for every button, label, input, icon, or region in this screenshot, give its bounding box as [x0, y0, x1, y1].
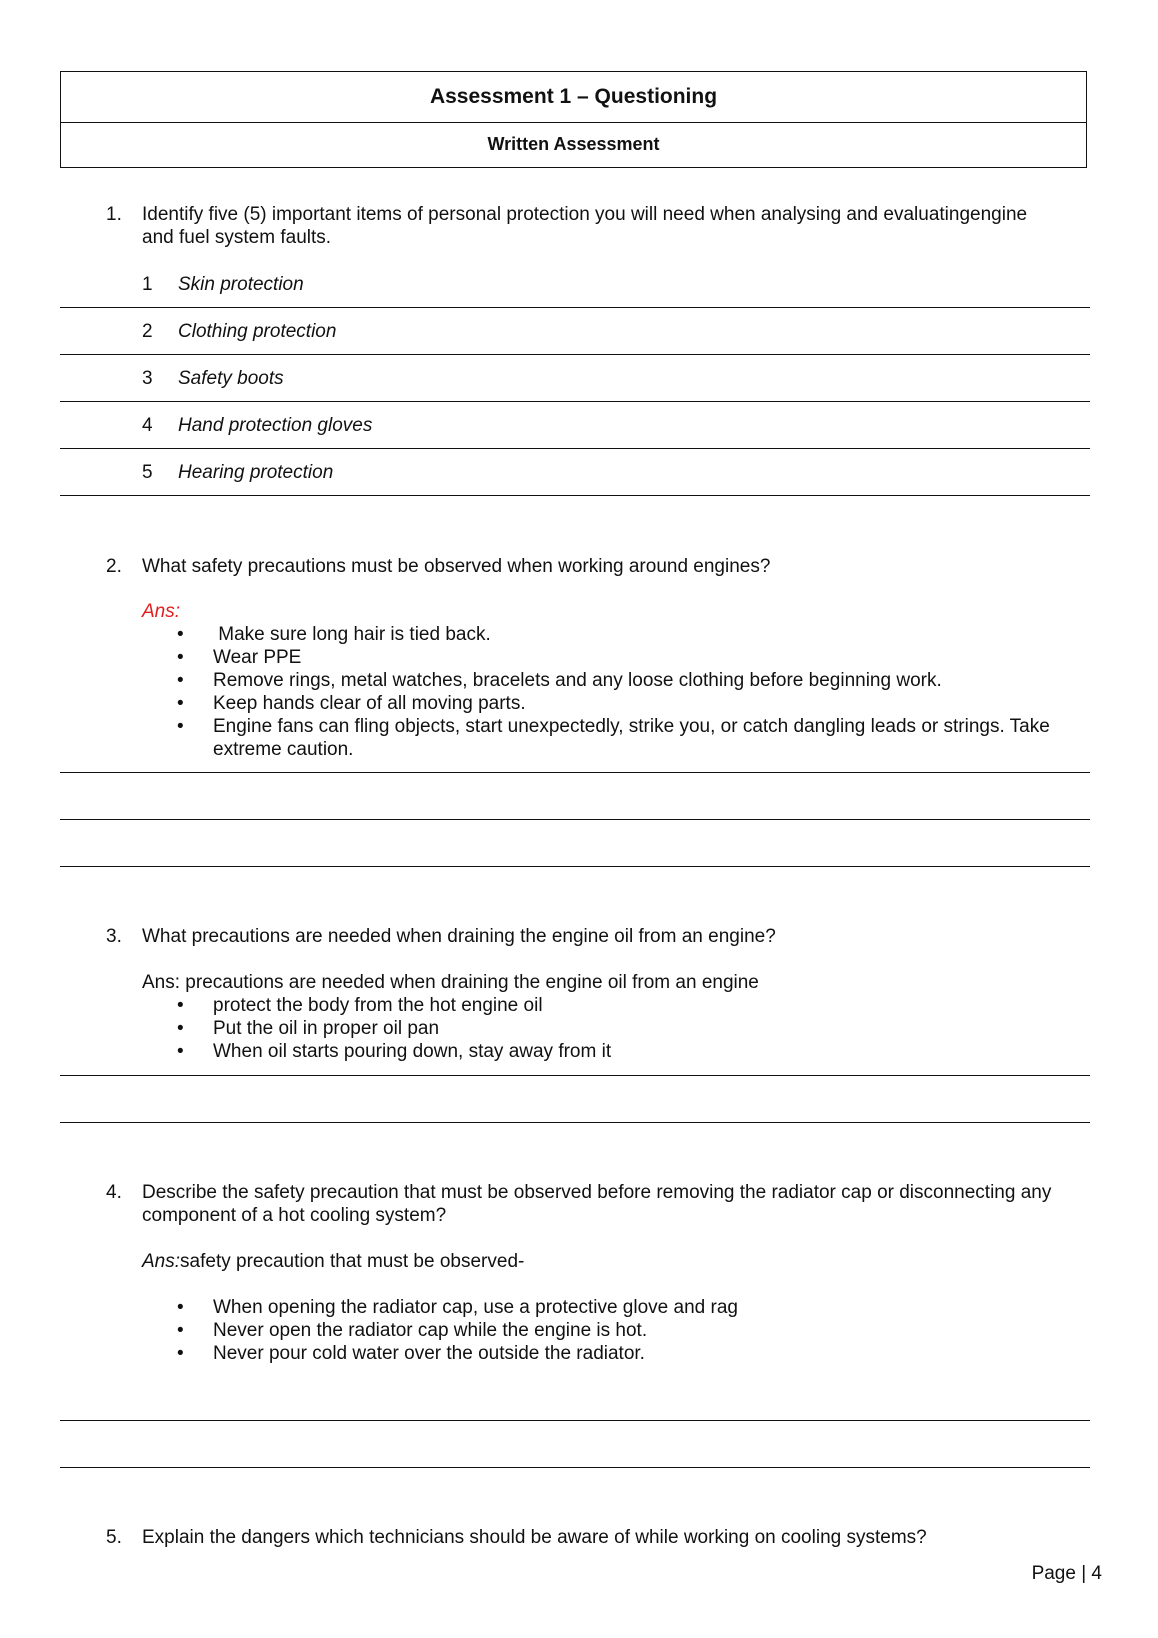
- bullet-item: • Make sure long hair is tied back.: [177, 623, 1093, 646]
- bullet-item: • When opening the radiator cap, use a protective glove and rag: [177, 1296, 1093, 1319]
- answer-text: safety precaution that must be observed-: [180, 1251, 525, 1272]
- bullet-item: • protect the body from the hot engine oil: [177, 994, 1093, 1017]
- bullet-item: • Never open the radiator cap while the engine is hot.: [177, 1319, 1093, 1342]
- bullet-item: • Never pour cold water over the outside the radiator.: [177, 1342, 1093, 1365]
- answer-line: [60, 1420, 1090, 1421]
- question-1-number: 1.: [106, 204, 122, 225]
- bullet-item: • Put the oil in proper oil pan: [177, 1017, 1093, 1040]
- answer-line: [60, 1122, 1090, 1123]
- answer-item-number: 4: [142, 415, 153, 436]
- answer-line: [60, 401, 1090, 402]
- question-3-text: What precautions are needed when draining the engine oil from an engine?: [142, 926, 776, 947]
- question-4-number: 4.: [106, 1182, 122, 1203]
- answer-line: [60, 307, 1090, 308]
- answer-item-text: Hearing protection: [178, 462, 334, 483]
- answer-item-text: Clothing protection: [178, 321, 337, 342]
- answer-line: [60, 819, 1090, 820]
- answer-line: [60, 772, 1090, 773]
- answer-item-number: 2: [142, 321, 153, 342]
- question-2-number: 2.: [106, 556, 122, 577]
- assessment-title: Assessment 1 – Questioning: [61, 72, 1086, 123]
- answer-text-line: [142, 1250, 524, 1273]
- bullet-item: • Remove rings, metal watches, bracelets and any loose clothing before beginning work.: [177, 669, 1093, 692]
- answer-label: Ans:: [142, 1251, 181, 1272]
- answer-bullet-list: [177, 994, 1093, 1063]
- answer-line: [60, 1075, 1090, 1076]
- page-number: Page | 4: [1031, 1563, 1102, 1584]
- question-1-text: Identify five (5) important items of personal protection you will need when analysing and evaluatingengine and fuel system faults.: [142, 204, 1028, 248]
- assessment-header: [60, 71, 1087, 168]
- question-5-text: Explain the dangers which technicians should be aware of while working on cooling systems?: [142, 1527, 927, 1548]
- answer-item-text: Skin protection: [178, 274, 304, 295]
- answer-bullet-list: [177, 623, 1093, 761]
- answer-line: [60, 448, 1090, 449]
- assessment-subtitle: Written Assessment: [487, 134, 660, 154]
- answer-line: [60, 866, 1090, 867]
- question-3-number: 3.: [106, 926, 122, 947]
- bullet-item: • Engine fans can fling objects, start unexpectedly, strike you, or catch dangling leads or strings. Take extreme caution.: [177, 715, 1093, 761]
- answer-bullet-list: [177, 1296, 1093, 1365]
- answer-item-text: Hand protection gloves: [178, 415, 373, 436]
- answer-text: Ans: precautions are needed when draining the engine oil from an engine: [142, 972, 759, 993]
- answer-line: [60, 354, 1090, 355]
- answer-item-number: 5: [142, 462, 153, 483]
- bullet-item: • Wear PPE: [177, 646, 1093, 669]
- question-4-text: Describe the safety precaution that must be observed before removing the radiator cap or disconnecting any component of a hot cooling system?: [142, 1182, 1052, 1226]
- bullet-item: • Keep hands clear of all moving parts.: [177, 692, 1093, 715]
- answer-item-text: Safety boots: [178, 368, 284, 389]
- question-2-text: What safety precautions must be observed when working around engines?: [142, 556, 771, 577]
- answer-line: [60, 1467, 1090, 1468]
- bullet-item: • When oil starts pouring down, stay away from it: [177, 1040, 1093, 1063]
- answer-line: [60, 495, 1090, 496]
- question-5-number: 5.: [106, 1527, 122, 1548]
- answer-item-number: 3: [142, 368, 153, 389]
- answer-item-number: 1: [142, 274, 153, 295]
- answer-label: Ans:: [142, 601, 181, 622]
